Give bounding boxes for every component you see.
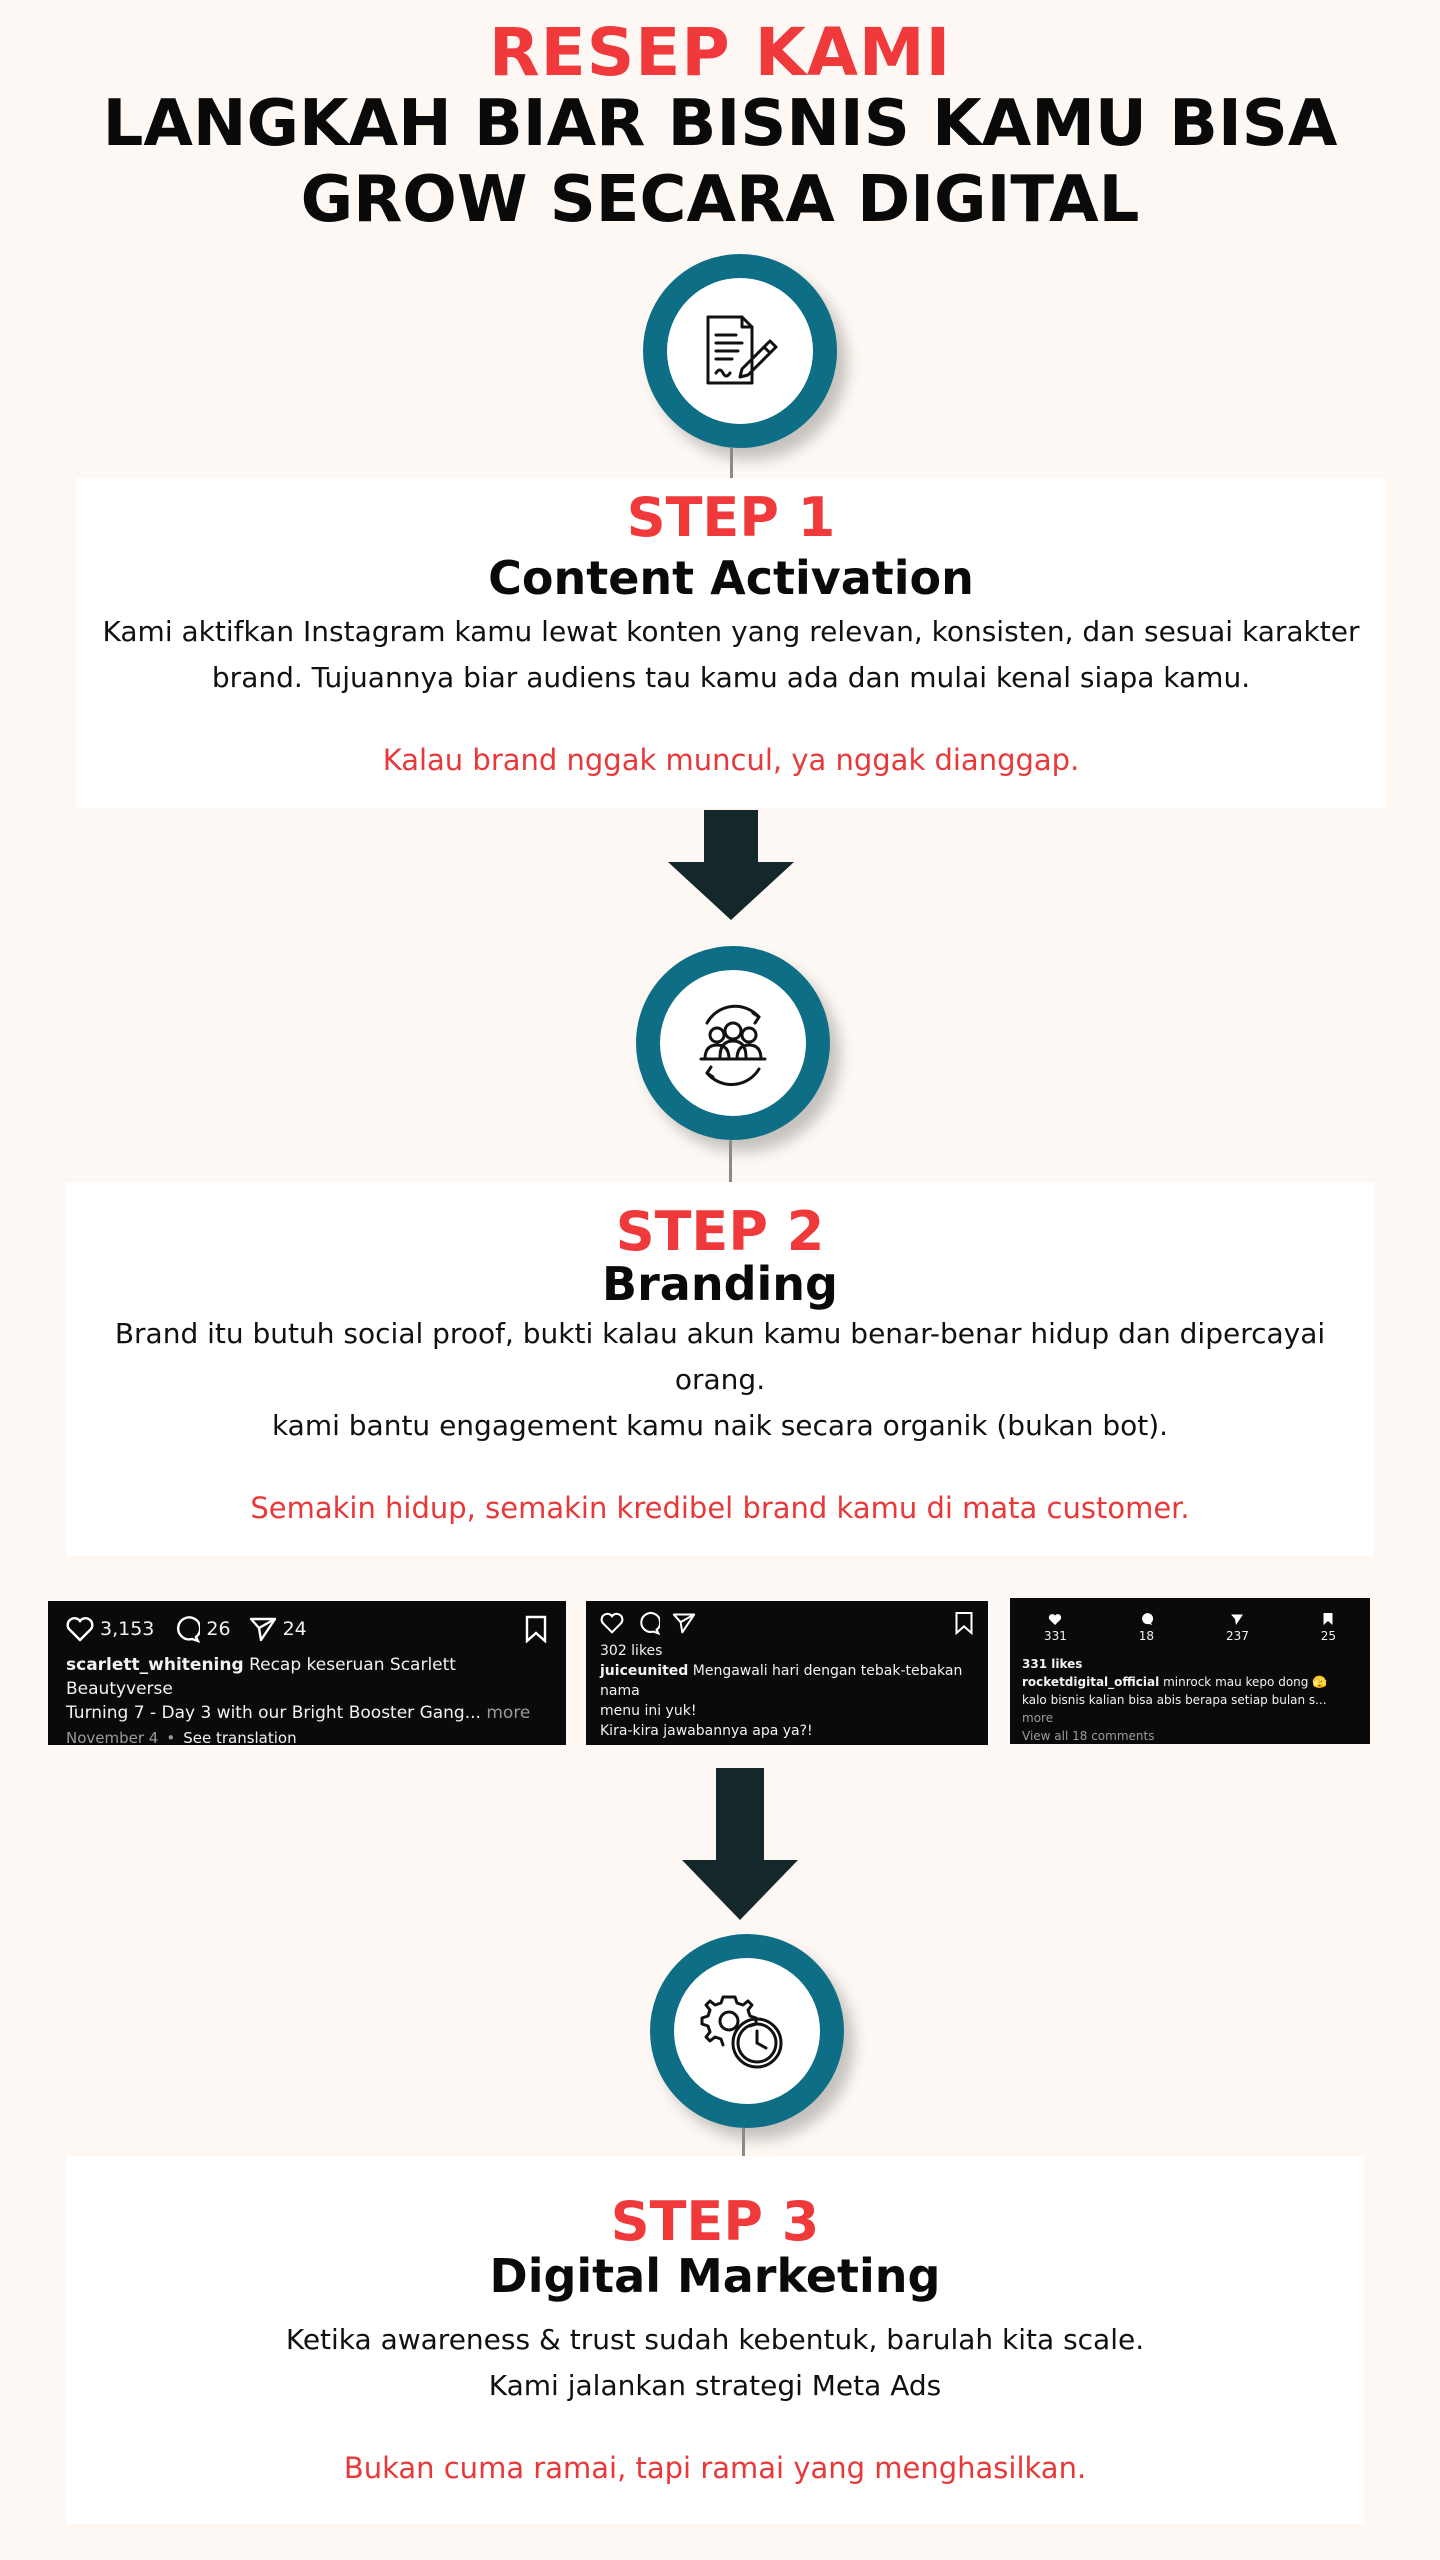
instagram-post-rocketdigital <box>1010 1598 1370 1744</box>
instagram-post-juiceunited <box>586 1601 988 1745</box>
step-1-body <box>76 609 1386 701</box>
like-stat <box>1044 1613 1067 1643</box>
step-2-title: Branding <box>602 1257 838 1311</box>
page-title-line-2: GROW SECARA DIGITAL <box>300 163 1140 237</box>
share-stat <box>1226 1613 1249 1643</box>
comment-icon <box>172 1615 200 1643</box>
caption-line-2: menu ini yuk! <box>600 1703 697 1719</box>
like-count: 3,153 <box>100 1618 155 1640</box>
step-3-label: STEP 3 <box>610 2190 820 2253</box>
comment-icon <box>636 1611 660 1635</box>
caption-line-2: Turning 7 - Day 3 with our Bright Booster Gang... <box>66 1703 481 1723</box>
connector-line <box>742 2128 745 2156</box>
see-translation-link[interactable]: See translation <box>183 1729 297 1747</box>
down-arrow-icon <box>666 810 796 920</box>
share-icon <box>1230 1613 1244 1626</box>
step-3-card <box>66 2156 1364 2524</box>
post-username: rocketdigital_official <box>1022 1675 1160 1689</box>
step-1-body-line-1: Kami aktifkan Instagram kamu lewat konten yang relevan, konsisten, dan sesuai karakter <box>102 615 1360 648</box>
step-1-tagline: Kalau brand nggak muncul, ya nggak dianggap. <box>382 743 1080 777</box>
step-3-body-line-1: Ketika awareness & trust sudah kebentuk, barulah kita scale. <box>285 2323 1145 2356</box>
heart-icon <box>66 1616 94 1642</box>
header-kicker: RESEP KAMI <box>488 14 952 91</box>
step-1-icon-badge <box>643 254 837 448</box>
more-link[interactable]: more <box>486 1703 531 1723</box>
step-3-tagline: Bukan cuma ramai, tapi ramai yang menghasilkan. <box>343 2451 1087 2485</box>
team-cycle-icon <box>685 995 781 1091</box>
document-edit-icon <box>698 309 782 393</box>
comment-icon <box>1139 1612 1153 1626</box>
share-icon <box>249 1616 277 1642</box>
step-2-tagline: Semakin hidup, semakin kredibel brand kamu di mata customer. <box>250 1491 1190 1525</box>
step-3-body-line-2: Kami jalankan strategi Meta Ads <box>488 2369 942 2402</box>
post-username: scarlett_whitening <box>66 1655 244 1675</box>
step-3-icon-badge <box>650 1934 844 2128</box>
connector-line <box>729 1140 732 1182</box>
step-2-body <box>66 1311 1374 1449</box>
step-2-label: STEP 2 <box>615 1200 825 1263</box>
step-1-body-line-2: brand. Tujuannya biar audiens tau kamu ada dan mulai kenal siapa kamu. <box>211 661 1251 694</box>
save-stat <box>1321 1612 1336 1643</box>
heart-icon <box>1048 1613 1062 1626</box>
step-2-body-line-3: kami bantu engagement kamu naik secara organik (bukan bot). <box>271 1409 1169 1442</box>
step-2-card <box>66 1182 1374 1556</box>
caption-line-3: Kira-kira jawabannya apa ya?! <box>600 1723 813 1739</box>
gear-clock-icon <box>699 1983 795 2079</box>
step-1-title: Content Activation <box>488 551 974 605</box>
comment-count: 26 <box>206 1618 231 1640</box>
step-2-icon-badge <box>636 946 830 1140</box>
connector-line <box>730 448 733 478</box>
caption-line-1: Mengawali hari dengan tebak-tebakan nama <box>600 1663 963 1699</box>
bookmark-icon <box>954 1611 974 1635</box>
comment-stat <box>1139 1612 1154 1643</box>
instagram-post-scarlett: 3,153 26 24 scarlett_whitening Recap keseruan Scarlett Beautyverse Turning 7 - Day 3 with our Bright Booster Gang... more November 4 • See translation <box>48 1601 566 1745</box>
step-1-card <box>76 478 1386 808</box>
share-count: 24 <box>282 1618 307 1640</box>
share-icon <box>672 1612 696 1634</box>
save-count: 25 <box>1320 1629 1336 1643</box>
step-3-body <box>66 2317 1364 2409</box>
bookmark-icon <box>1322 1612 1334 1626</box>
page-title-line-1: LANGKAH BIAR BISNIS KAMU BISA <box>102 87 1338 161</box>
caption-line-2: kalo bisnis kalian bisa abis berapa setiap bulan s... <box>1022 1693 1327 1707</box>
post-username: juiceunited <box>600 1663 689 1679</box>
step-2-body-line-1: Brand itu butuh social proof, bukti kalau akun kamu benar-benar hidup dan dipercayai <box>114 1317 1326 1350</box>
caption-line-1: Recap keseruan Scarlett Beautyverse <box>66 1655 456 1699</box>
view-comments-link[interactable]: View all 18 comments <box>1022 1729 1155 1743</box>
step-1-label: STEP 1 <box>626 486 836 549</box>
page-title <box>0 86 1440 238</box>
more-link[interactable]: more <box>1022 1711 1054 1725</box>
post-date: November 4 <box>66 1729 159 1747</box>
caption-line-1: minrock mau kepo dong 🫣 <box>1163 1675 1328 1689</box>
post-caption <box>66 1653 548 1725</box>
step-3-title: Digital Marketing <box>489 2249 941 2303</box>
like-count-text: 331 likes <box>1022 1657 1083 1671</box>
like-count: 331 <box>1044 1628 1067 1643</box>
like-count: 302 likes <box>600 1643 663 1659</box>
step-2-body-line-2: orang. <box>674 1363 766 1396</box>
share-count: 237 <box>1225 1628 1249 1643</box>
heart-icon <box>600 1612 624 1634</box>
bookmark-icon <box>524 1615 548 1643</box>
comment-count: 18 <box>1138 1629 1155 1643</box>
down-arrow-icon <box>680 1768 800 1920</box>
